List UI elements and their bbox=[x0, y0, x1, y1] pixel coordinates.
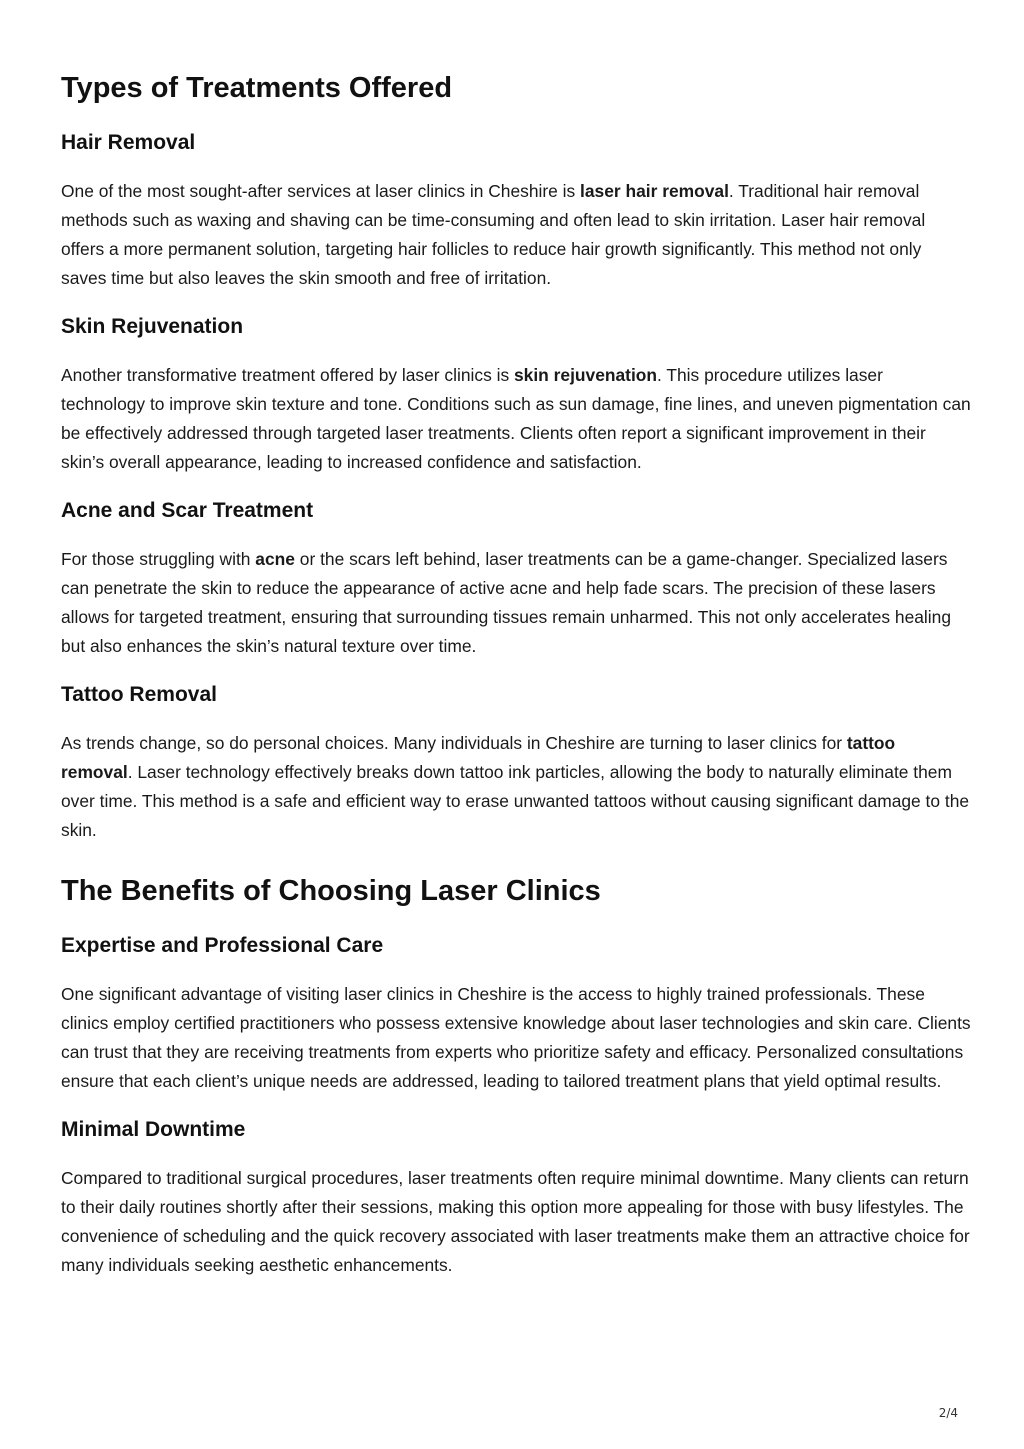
text-run: For those struggling with bbox=[61, 549, 256, 569]
subsection-heading-skin-rejuvenation: Skin Rejuvenation bbox=[61, 315, 244, 338]
bold-term-tattoo-removal: tattoo removal bbox=[61, 733, 896, 782]
bold-term-laser-hair-removal: laser hair removal bbox=[580, 181, 729, 201]
paragraph-skin-rejuvenation bbox=[61, 361, 971, 477]
section-title-treatments: Types of Treatments Offered bbox=[61, 72, 453, 104]
paragraph-hair-removal bbox=[61, 177, 971, 293]
subsection-heading-acne-scar: Acne and Scar Treatment bbox=[61, 499, 314, 522]
text-run: . Laser technology effectively breaks down tattoo ink particles, allowing the body to naturally eliminate them over time. This method is a safe and efficient way to erase unwanted tattoos without causing significant damage to the skin. bbox=[61, 762, 970, 840]
text-run: . Traditional hair removal methods such as waxing and shaving can be time-consuming and often lead to skin irritation. Laser hair removal offers a more permanent solution, targeting hair follicles to reduce hair growth significantly. This method not only saves time but also leaves the skin smooth and free of irritation. bbox=[61, 181, 926, 288]
text-run: One of the most sought-after services at laser clinics in Cheshire is bbox=[61, 181, 581, 201]
document-page bbox=[61, 66, 971, 1300]
subsection-heading-hair-removal: Hair Removal bbox=[61, 131, 196, 154]
bold-term-acne: acne bbox=[255, 549, 295, 569]
text-run: or the scars left behind, laser treatments can be a game-changer. Specialized lasers can penetrate the skin to reduce the appearance of active acne and help fade scars. The precision of these lasers allows for targeted treatment, ensuring that surrounding tissues remain unharmed. This not only accelerates healing but also enhances the skin’s natural texture over time. bbox=[61, 549, 951, 656]
paragraph-acne-scar bbox=[61, 545, 971, 661]
subsection-heading-minimal-downtime: Minimal Downtime bbox=[61, 1118, 246, 1141]
paragraph-expertise: One significant advantage of visiting laser clinics in Cheshire is the access to highly trained professionals. These clinics employ certified practitioners who possess extensive knowledge about laser technologies and skin care. Clients can trust that they are receiving treatments from experts who prioritize safety and efficacy. Personalized consultations ensure that each client’s unique needs are addressed, leading to tailored treatment plans that yield optimal results. bbox=[61, 984, 971, 1091]
subsection-heading-expertise: Expertise and Professional Care bbox=[61, 934, 384, 957]
bold-term-skin-rejuvenation: skin rejuvenation bbox=[514, 365, 658, 385]
text-run: . This procedure utilizes laser technology to improve skin texture and tone. Conditions such as sun damage, fine lines, and uneven pigmentation can be effectively addressed through targeted laser treatments. Clients often report a significant improvement in their skin’s overall appearance, leading to increased confidence and satisfaction. bbox=[61, 365, 971, 472]
section-title-benefits: The Benefits of Choosing Laser Clinics bbox=[61, 875, 601, 907]
paragraph-tattoo-removal bbox=[61, 729, 971, 845]
subsection-heading-tattoo-removal: Tattoo Removal bbox=[61, 683, 217, 706]
page-number: 2/4 bbox=[938, 1406, 958, 1420]
paragraph-minimal-downtime: Compared to traditional surgical procedures, laser treatments often require minimal downtime. Many clients can return to their daily routines shortly after their sessions, making this option more appealing for those with busy lifestyles. The convenience of scheduling and the quick recovery associated with laser treatments make them an attractive choice for many individuals seeking aesthetic enhancements. bbox=[61, 1168, 970, 1275]
text-run: As trends change, so do personal choices. Many individuals in Cheshire are turning to laser clinics for bbox=[61, 733, 847, 753]
text-run: Another transformative treatment offered by laser clinics is bbox=[61, 365, 514, 385]
